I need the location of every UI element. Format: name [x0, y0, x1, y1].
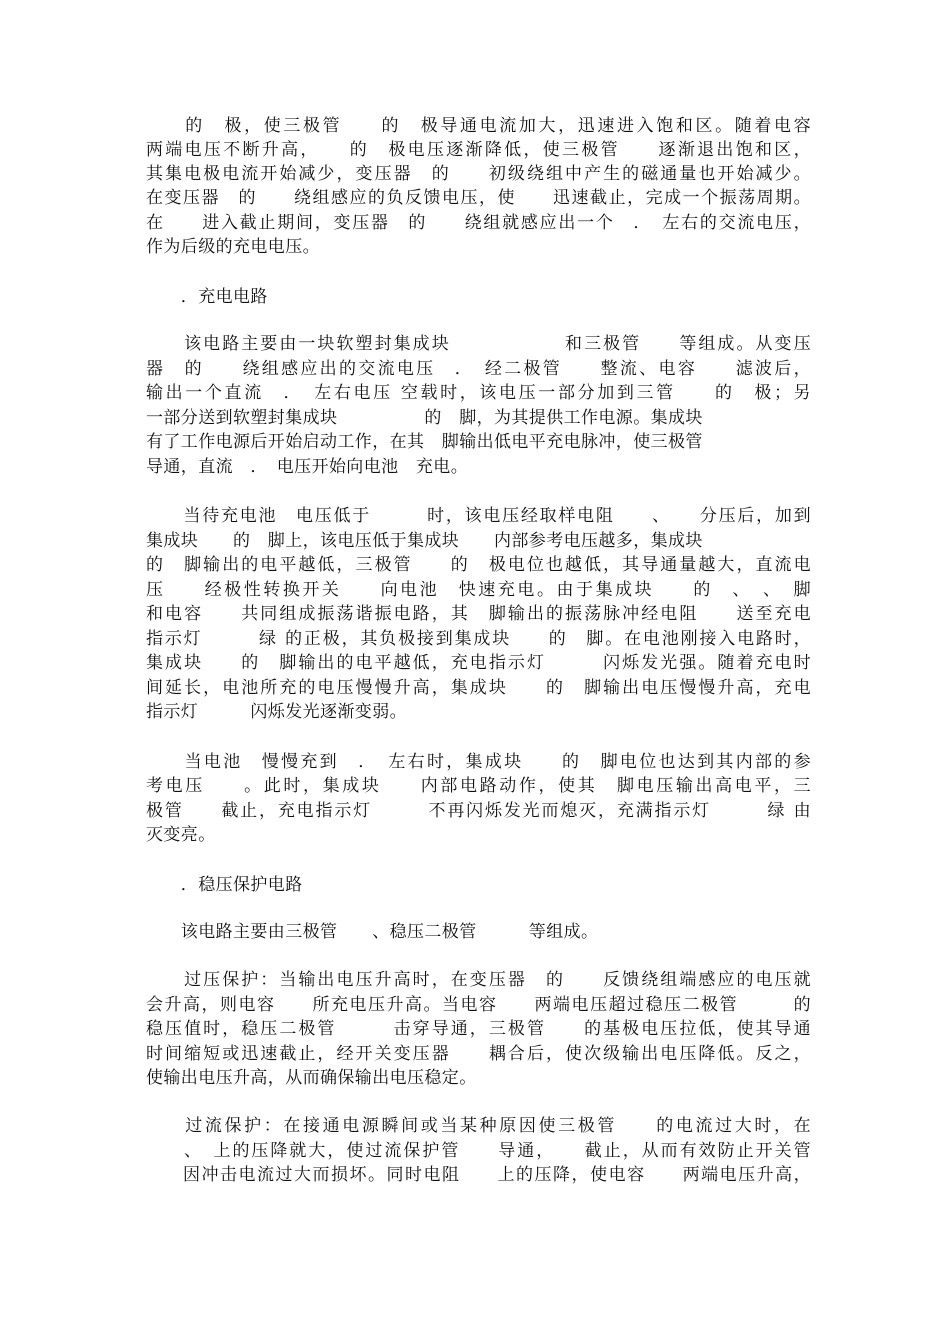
- text-line: 作为后级的充电电压。: [146, 237, 320, 257]
- text-line: 使输出电压升高，从而确保输出电压稳定。: [146, 1068, 477, 1088]
- text-line: 灭变亮。: [146, 825, 216, 845]
- text-line: 有了工作电源后开始启动工作，在其 脚输出低电平充电脉冲，使三极管: [146, 432, 703, 452]
- text-line: 过压保护：当输出电压升高时，在变压器 的 反馈绕组端感应的电压就: [146, 970, 811, 990]
- text-line: 集成块 的 脚上，该电压低于集成块 内部参考电压越多，集成块: [146, 531, 703, 551]
- text-line: 、 上的压降就大，使过流保护管 导通， 截止，从而有效防止开关管: [146, 1141, 811, 1161]
- text-line: 在 进入截止期间，变压器 的 绕组就感应出一个 ． 左右的交流电压，: [146, 213, 811, 233]
- text-line: 当电池 慢慢充到 ． 左右时，集成块 的 脚电位也达到其内部的参: [146, 752, 811, 772]
- text-line: 两端电压不断升高， 的 极电压逐渐降低，使三极管 逐渐退出饱和区，: [146, 140, 811, 160]
- text-line: 导通，直流 ． 电压开始向电池 充电。: [146, 457, 469, 477]
- text-line: 指示灯 绿 的正极，其负极接到集成块 的 脚。在电池刚接入电路时，: [146, 629, 811, 649]
- text-line: 集成块 的 脚输出的电平越低，充电指示灯 闪烁发光强。随着充电时: [146, 653, 811, 673]
- section-heading: ．稳压保护电路: [146, 875, 303, 895]
- text-line: 其集电极电流开始减少，变压器 的 初级绕组中产生的磁通量也开始减少。: [146, 164, 811, 184]
- text-line: 的 脚输出的电平越低，三极管 的 极电位也越低，其导通量越大，直流电: [146, 555, 811, 575]
- text-line: 在变压器 的 绕组感应的负反馈电压，使 迅速截止，完成一个振荡周期。: [146, 188, 811, 208]
- text-line: 因冲击电流过大而损坏。同时电阻 上的压降，使电容 两端电压升高，: [146, 1165, 811, 1185]
- text-line: 时间缩短或迅速截止，经开关变压器 耦合后，使次级输出电压降低。反之，: [146, 1044, 811, 1064]
- text-line: 的 极，使三极管 的 极导通电流加大，迅速进入饱和区。随着电容: [146, 116, 811, 136]
- text-line: 输出一个直流 ． 左右电压 空载时，该电压一部分加到三管 的 极；另: [146, 383, 811, 403]
- text-line: 考电压 。此时，集成块 内部电路动作，使其 脚电压输出高电平，三: [146, 776, 811, 796]
- text-line: 和电容 共同组成振荡谐振电路，其 脚输出的振荡脉冲经电阻 送至充电: [146, 604, 811, 624]
- text-line: 当待充电池 电压低于 时，该电压经取样电阻 、 分压后，加到: [146, 506, 811, 526]
- section-heading: ．充电电路: [146, 287, 268, 307]
- text-line: 压 经极性转换开关 向电池 快速充电。由于集成块 的 、 、 脚: [146, 580, 811, 600]
- text-line: 会升高，则电容 所充电压升高。当电容 两端电压超过稳压二极管 的: [146, 995, 811, 1015]
- text-line: 过流保护：在接通电源瞬间或当某种原因使三极管 的电流过大时，在: [146, 1116, 811, 1136]
- text-line: 稳压值时，稳压二极管 击穿导通，三极管 的基极电压拉低，使其导通: [146, 1019, 811, 1039]
- text-line: 极管 截止，充电指示灯 不再闪烁发光而熄灭，充满指示灯 绿 由: [146, 801, 811, 821]
- text-line: 该电路主要由三极管 、稳压二极管 等组成。: [146, 922, 599, 942]
- text-line: 一部分送到软塑封集成块 的 脚，为其提供工作电源。集成块: [146, 408, 703, 428]
- text-line: 该电路主要由一块软塑封集成块 和三极管 等组成。从变压: [146, 334, 811, 354]
- text-line: 指示灯 闪烁发光逐渐变弱。: [146, 702, 407, 722]
- text-line: 间延长，电池所充的电压慢慢升高，集成块 的 脚输出电压慢慢升高，充电: [146, 678, 811, 698]
- text-line: 器 的 绕组感应出的交流电压 ． 经二极管 整流、电容 滤波后，: [146, 359, 811, 379]
